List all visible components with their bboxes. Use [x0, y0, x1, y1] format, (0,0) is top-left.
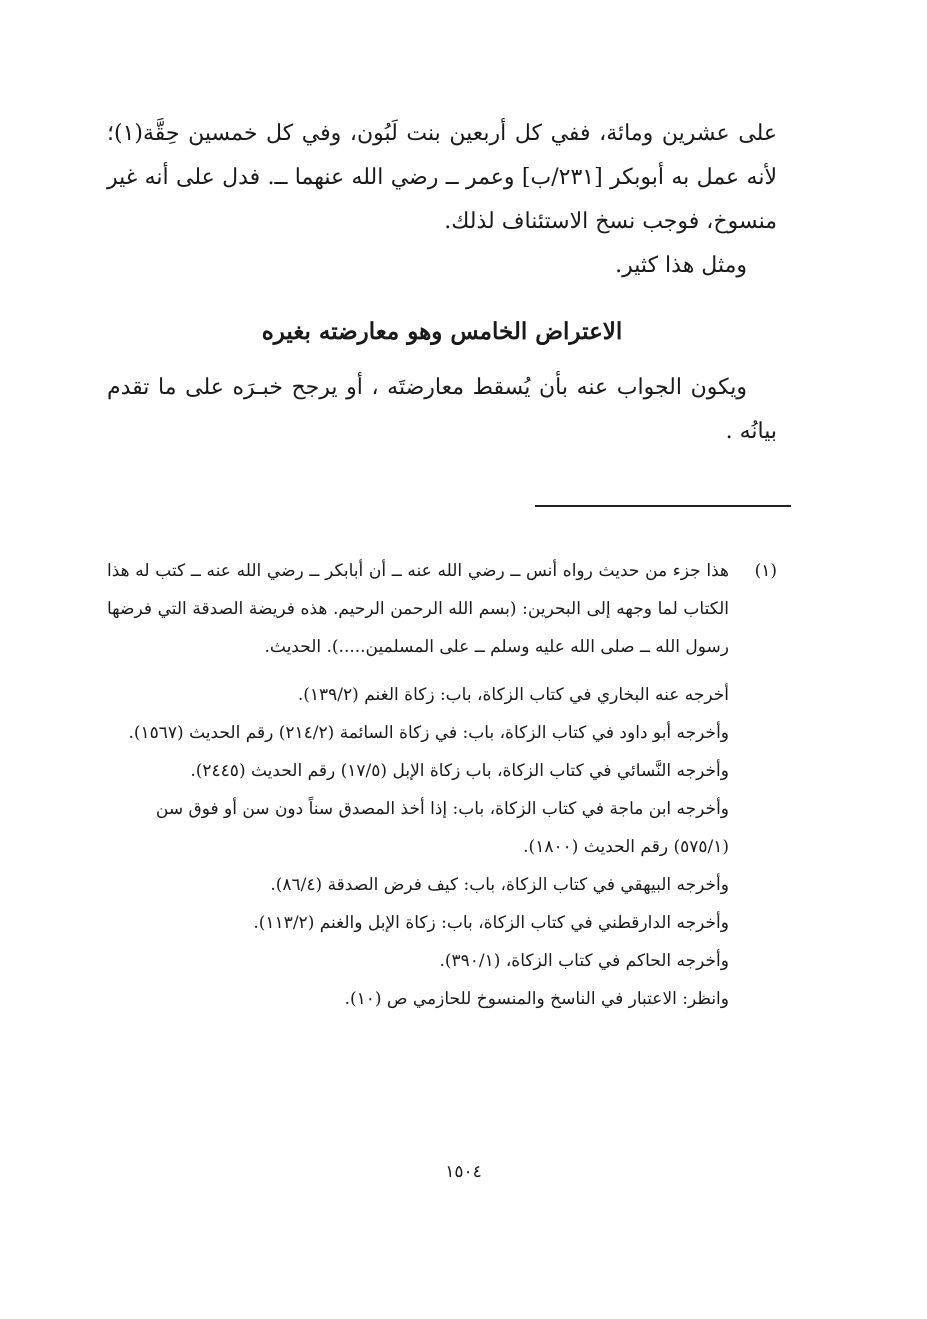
footnote-marker: (١) — [754, 561, 777, 581]
footnote-reference: أخرجه عنه البخاري في كتاب الزكاة، باب: زكاة الغنم (١٣٩/٢). — [297, 685, 729, 705]
footnote-intro-text: هذا جزء من حديث رواه أنس ــ رضي الله عنه ــ أن أبابكر ــ رضي الله عنه ــ كتب له هذا الكتاب لما وجهه إلى البحرين: (بسم الله الرحمن الرحيم. هذه فريضة الصدقة التي فرضها رسول الله ــ صلى الله عليه وسلم ــ على المسلمين.....). الحديث. — [107, 561, 729, 657]
footnote-separator — [535, 505, 791, 507]
main-paragraph: على عشرين ومائة، ففي كل أربعين بنت لَبُون، وفي كل خمسين حِقَّة(١)؛ لأنه عمل به أبوبكر [٢٣١/ب] وعمر ــ رضي الله عنهما ــ. فدل على أنه غير منسوخ، فوجب نسخ الاستئناف لذلك. — [107, 121, 777, 234]
footnote-intro — [107, 552, 777, 666]
footnote-reference: وانظر: الاعتبار في الناسخ والمنسوخ للحازمي ص (١٠). — [344, 989, 729, 1009]
footnote-reference: وأخرجه الحاكم في كتاب الزكاة، (٣٩٠/١). — [439, 951, 729, 971]
section-paragraph: ويكون الجواب عنه بأن يُسقط معارضتَه ، أو يرجح خبـرَه على ما تقدم بيانُه . — [107, 375, 777, 444]
footnote-reference: وأخرجه أبو داود في كتاب الزكاة، باب: في زكاة السائمة (٢١٤/٢) رقم الحديث (١٥٦٧). — [128, 723, 729, 743]
footnote-references — [107, 676, 777, 1018]
footnote-reference: وأخرجه الدارقطني في كتاب الزكاة، باب: زكاة الإبل والغنم (١١٣/٢). — [253, 913, 729, 933]
main-paragraph: ومثل هذا كثير. — [615, 253, 747, 278]
footnotes — [107, 552, 777, 1018]
footnote-reference: وأخرجه ابن ماجة في كتاب الزكاة، باب: إذا أخذ المصدق سناً دون سن أو فوق سن (٥٧٥/١) رقم الحديث (١٨٠٠). — [155, 799, 729, 857]
main-text — [107, 112, 777, 288]
footnote-reference: وأخرجه النَّسائي في كتاب الزكاة، باب زكاة الإبل (١٧/٥) رقم الحديث (٢٤٤٥). — [190, 761, 729, 781]
footnote-reference: وأخرجه البيهقي في كتاب الزكاة، باب: كيف فرض الصدقة (٨٦/٤). — [270, 875, 729, 895]
section-heading: الاعتراض الخامس وهو معارضته بغيره — [261, 318, 623, 345]
section-body — [107, 366, 777, 454]
page-number: ١٥٠٤ — [445, 1162, 482, 1182]
